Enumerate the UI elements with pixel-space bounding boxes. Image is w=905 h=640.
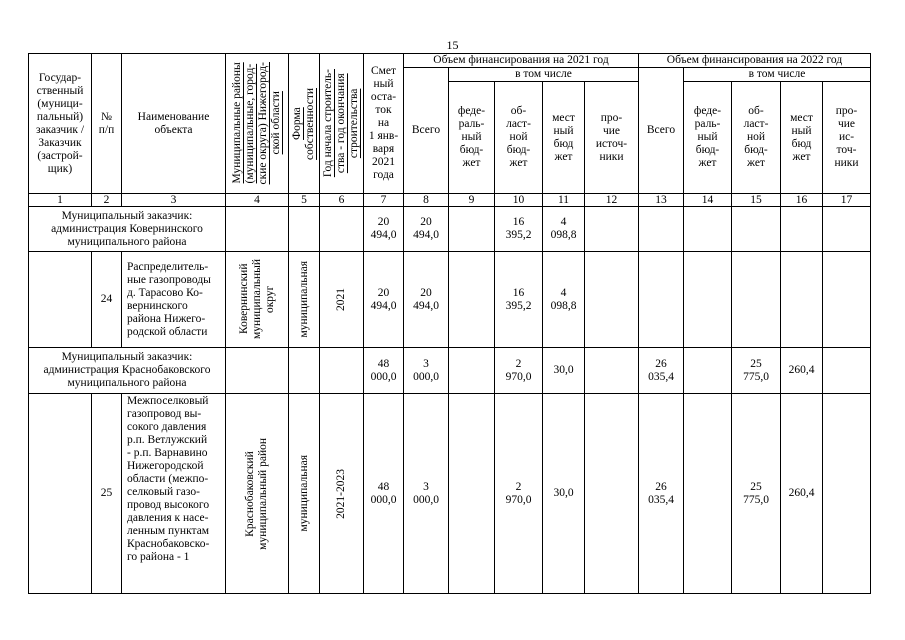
header-incl-2022: в том числе	[684, 68, 871, 82]
header-num: № п/п	[92, 54, 122, 194]
header-fin2021: Объем финансирования на 2021 год	[404, 54, 639, 68]
cell-regional-2021: 2 970,0	[495, 348, 543, 394]
cell-local-2021: 30,0	[543, 348, 585, 394]
table-row	[29, 394, 871, 594]
header-other-2022: про- чие ис- точ- ники	[823, 82, 871, 194]
header-regional-2022: об- ласт- ной бюд- жет	[732, 82, 781, 194]
cell-local-2021: 30,0	[543, 394, 585, 594]
header-years: Год начала строитель- ства - год окончания строительства	[320, 54, 364, 194]
cell-regional-2022: 25 775,0	[732, 394, 781, 594]
column-number: 11	[543, 194, 585, 207]
cell-district: Ковернинский муниципальный округ	[226, 252, 289, 348]
column-number: 15	[732, 194, 781, 207]
cell-estimate: 48 000,0	[364, 348, 404, 394]
header-district: Муниципальные районы (муниципальные, город- ские округа) Нижегород- ской области	[226, 54, 289, 194]
column-number: 6	[320, 194, 364, 207]
cell-years: 2021	[320, 252, 364, 348]
cell-local-2022: 260,4	[781, 394, 823, 594]
cell-estimate: 20 494,0	[364, 207, 404, 252]
header-total-2022: Всего	[639, 68, 684, 194]
group-customer-label: Муниципальный заказчик: администрация Ковернинского муниципального района	[29, 207, 226, 252]
table-row	[29, 348, 871, 394]
table-row	[29, 207, 871, 252]
cell-ownership: муниципальная	[289, 394, 320, 594]
cell-local-2021: 4 098,8	[543, 207, 585, 252]
column-number: 13	[639, 194, 684, 207]
cell-estimate: 20 494,0	[364, 252, 404, 348]
cell-num: 24	[92, 252, 122, 348]
column-number: 1	[29, 194, 92, 207]
cell-local-2022: 260,4	[781, 348, 823, 394]
cell-total-2021: 3 000,0	[404, 348, 449, 394]
cell-total-2021: 3 000,0	[404, 394, 449, 594]
column-number: 4	[226, 194, 289, 207]
cell-regional-2021: 16 395,2	[495, 252, 543, 348]
header-regional-2021: об- ласт- ной бюд- жет	[495, 82, 543, 194]
cell-regional-2021: 2 970,0	[495, 394, 543, 594]
header-total-2021: Всего	[404, 68, 449, 194]
cell-estimate: 48 000,0	[364, 394, 404, 594]
column-number: 5	[289, 194, 320, 207]
cell-num: 25	[92, 394, 122, 594]
cell-total-2022: 26 035,4	[639, 394, 684, 594]
header-federal-2022: феде- раль- ный бюд- жет	[684, 82, 732, 194]
cell-local-2021: 4 098,8	[543, 252, 585, 348]
cell-regional-2021: 16 395,2	[495, 207, 543, 252]
cell-ownership: муниципальная	[289, 252, 320, 348]
column-number: 3	[122, 194, 226, 207]
column-number-row	[29, 194, 871, 207]
header-customer: Государ- ственный (муници- пальный) заказчик / Заказчик (застрой- щик)	[29, 54, 92, 194]
cell-total-2021: 20 494,0	[404, 252, 449, 348]
cell-object-name: Распределитель- ные газопроводы д. Тарасово Ко- вернинского района Нижего- родской области	[122, 252, 226, 348]
group-customer-label: Муниципальный заказчик: администрация Краснобаковского муниципального района	[29, 348, 226, 394]
column-number: 9	[449, 194, 495, 207]
cell-object-name: Межпоселковый газопровод вы- сокого давления р.п. Ветлужский - р.п. Варнавино Нижегородской области (межпо- селковый газо- провод высокого давления к насе- ленным пунктам Краснобаковско- го района - 1	[122, 394, 226, 594]
cell-total-2021: 20 494,0	[404, 207, 449, 252]
header-federal-2021: феде- раль- ный бюд- жет	[449, 82, 495, 194]
cell-district: Краснобаковский муниципальный район	[226, 394, 289, 594]
column-number: 14	[684, 194, 732, 207]
table-row	[29, 252, 871, 348]
header-estimate: Смет ный оста- ток на 1 янв- варя 2021 года	[364, 54, 404, 194]
cell-total-2022: 26 035,4	[639, 348, 684, 394]
cell-years: 2021-2023	[320, 394, 364, 594]
column-number: 12	[585, 194, 639, 207]
column-number: 2	[92, 194, 122, 207]
header-fin2022: Объем финансирования на 2022 год	[639, 54, 871, 68]
header-other-2021: про- чие источ- ники	[585, 82, 639, 194]
page-number: 15	[446, 38, 459, 52]
column-number: 8	[404, 194, 449, 207]
header-name: Наименование объекта	[122, 54, 226, 194]
column-number: 7	[364, 194, 404, 207]
header-local-2021: мест ный бюд жет	[543, 82, 585, 194]
header-ownership: Форма собственности	[289, 54, 320, 194]
column-number: 16	[781, 194, 823, 207]
header-local-2022: мест ный бюд жет	[781, 82, 823, 194]
cell-regional-2022: 25 775,0	[732, 348, 781, 394]
financing-table	[28, 53, 871, 594]
column-number: 17	[823, 194, 871, 207]
header-incl-2021: в том числе	[449, 68, 639, 82]
column-number: 10	[495, 194, 543, 207]
